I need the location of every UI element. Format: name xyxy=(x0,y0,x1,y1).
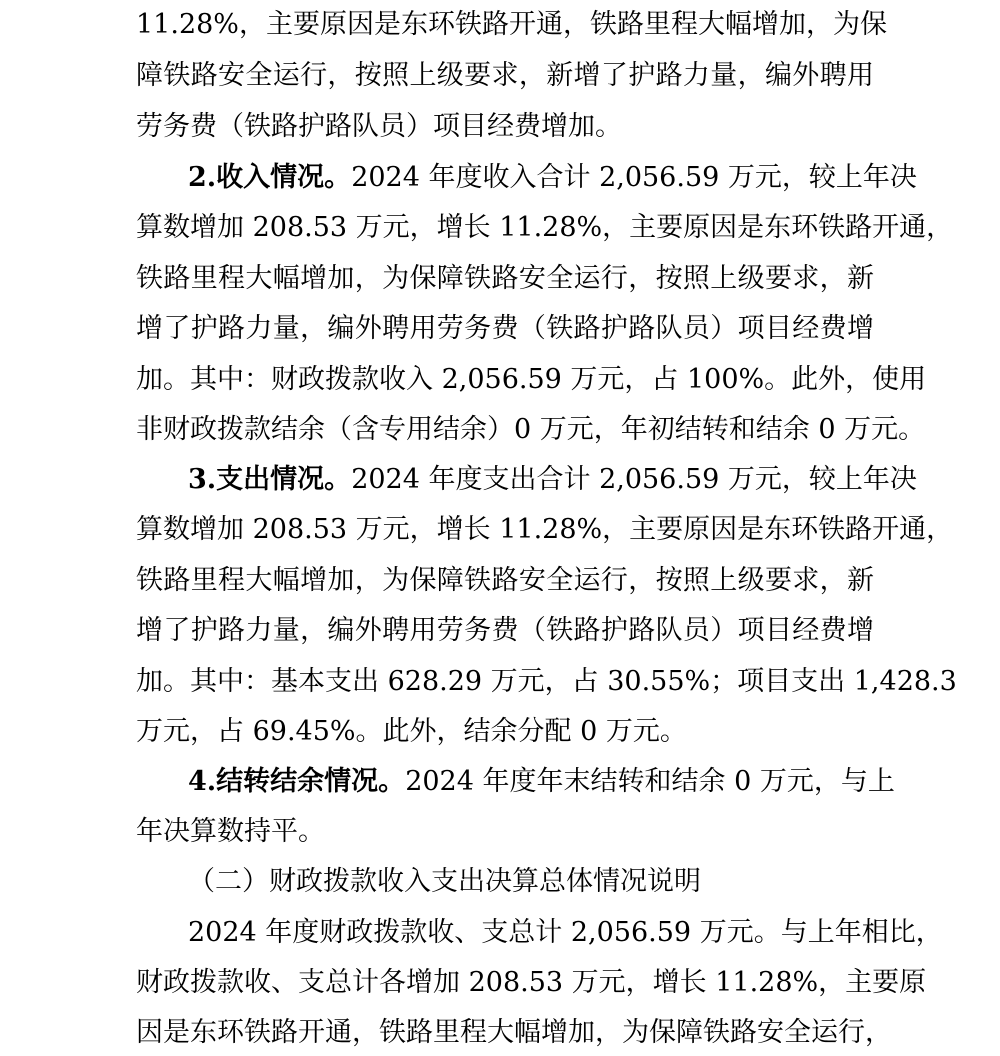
section-heading-income: 2.收入情况。 xyxy=(188,162,352,193)
text-line: 障铁路安全运行，按照上级要求，新增了护路力量，编外聘用 xyxy=(136,60,874,91)
text-line: 财政拨款收、支总计各增加 208.53 万元，增长 11.28%，主要原 xyxy=(136,967,927,998)
text-line: 万元，占 69.45%。此外，结余分配 0 万元。 xyxy=(136,716,687,747)
text-line: 铁路里程大幅增加，为保障铁路安全运行，按照上级要求，新 xyxy=(136,263,874,294)
text-line: 算数增加 208.53 万元，增长 11.28%，主要原因是东环铁路开通， xyxy=(136,212,954,243)
text-line: 非财政拨款结余（含专用结余）0 万元，年初结转和结余 0 万元。 xyxy=(136,414,926,445)
text-line: 算数增加 208.53 万元，增长 11.28%，主要原因是东环铁路开通， xyxy=(136,514,954,545)
section-heading-2: （二）财政拨款收入支出决算总体情况说明 xyxy=(188,866,701,897)
text-span: 2024 年度年末结转和结余 0 万元，与上 xyxy=(405,766,895,797)
text-line: 劳务费（铁路护路队员）项目经费增加。 xyxy=(136,111,622,142)
text-span: 2024 年度收入合计 2,056.59 万元，较上年决 xyxy=(351,162,917,193)
text-span: 2024 年度支出合计 2,056.59 万元，较上年决 xyxy=(351,464,917,495)
paragraph-heading-line xyxy=(188,161,917,195)
text-line: 增了护路力量，编外聘用劳务费（铁路护路队员）项目经费增 xyxy=(136,313,874,344)
text-line: 加。其中：财政拨款收入 2,056.59 万元，占 100%。此外，使用 xyxy=(136,364,927,395)
text-line: 铁路里程大幅增加，为保障铁路安全运行，按照上级要求，新 xyxy=(136,565,874,596)
text-line: 2024 年度财政拨款收、支总计 2,056.59 万元。与上年相比， xyxy=(188,917,943,948)
text-line: 加。其中：基本支出 628.29 万元，占 30.55%；项目支出 1,428.3 xyxy=(136,666,957,697)
text-line: 因是东环铁路开通，铁路里程大幅增加，为保障铁路安全运行， xyxy=(136,1017,892,1048)
text-line: 年决算数持平。 xyxy=(136,816,325,847)
paragraph-heading-line xyxy=(188,765,895,799)
text-line: 11.28%，主要原因是东环铁路开通，铁路里程大幅增加，为保 xyxy=(136,9,887,40)
section-heading-carryover: 4.结转结余情况。 xyxy=(188,766,406,797)
paragraph-heading-line xyxy=(188,463,917,497)
section-heading-expenditure: 3.支出情况。 xyxy=(188,464,352,495)
text-line: 增了护路力量，编外聘用劳务费（铁路护路队员）项目经费增 xyxy=(136,615,874,646)
